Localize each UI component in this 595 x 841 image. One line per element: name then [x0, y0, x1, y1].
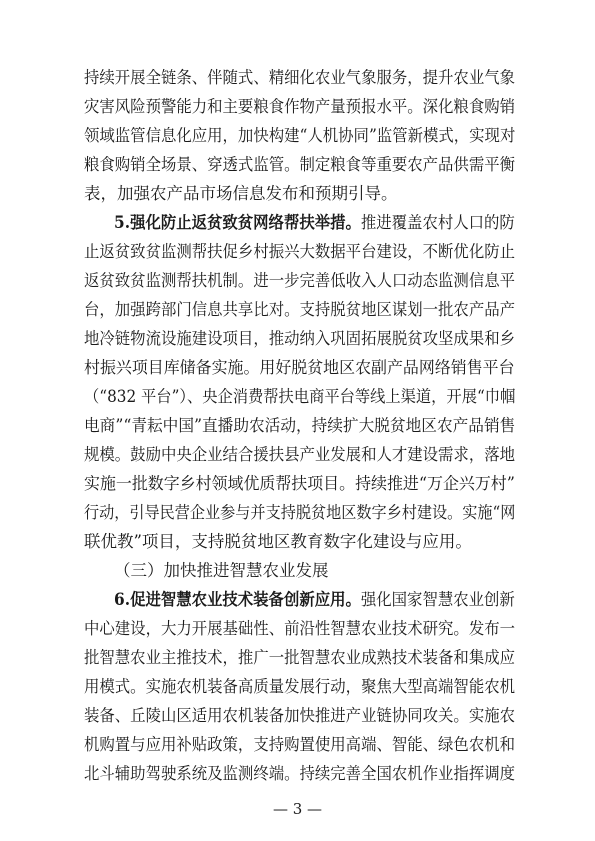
body-line: 持续开展全链条、伴随式、精细化农业气象服务，提升农业气象 — [84, 68, 515, 87]
body-line: 北斗辅助驾驶系统及监测终端。持续完善全国农机作业指挥调度 — [84, 764, 515, 783]
body-line: 电商”“青耘中国”直播助农活动，持续扩大脱贫地区农产品销售 — [84, 416, 516, 435]
subsection-title: （三）加快推进智慧农业发展 — [114, 561, 329, 580]
body-line: 表，加强农产品市场信息发布和预期引导。 — [84, 184, 398, 203]
body-line: 规模。鼓励中央企业结合援扶县产业发展和人才建设需求，落地 — [84, 445, 515, 464]
body-line: 联优教”项目，支持脱贫地区教育数字化建设与应用。 — [84, 532, 472, 551]
body-line: 返贫致贫监测帮扶机制。进一步完善低收入人口动态监测信息平 — [84, 271, 515, 290]
body-line: 用模式。实施农机装备高质量发展行动，聚焦大型高端智能农机 — [84, 677, 515, 696]
section-6-heading: 6.促进智慧农业技术装备创新应用。 — [114, 590, 361, 609]
body-line: 行动，引导民营企业参与并支持脱贫地区数字乡村建设。实施“网 — [84, 503, 516, 522]
body-line: 装备、丘陵山区适用农机装备加快推进产业链协同攻关。实施农 — [84, 706, 515, 725]
section-6-first-line-text: 强化国家智慧农业创新 — [360, 590, 515, 609]
body-line: 地冷链物流设施建设项目，推动纳入巩固拓展脱贫攻坚成果和乡 — [84, 329, 515, 348]
body-line: 灾害风险预警能力和主要粮食作物产量预报水平。深化粮食购销 — [84, 97, 515, 116]
body-line: 批智慧农业主推技术，推广一批智慧农业成熟技术装备和集成应 — [84, 648, 515, 667]
body-line: 领域监管信息化应用，加快构建“人机协同”监管新模式，实现对 — [84, 126, 516, 145]
body-line: 粮食购销全场景、穿透式监管。制定粮食等重要农产品供需平衡 — [84, 155, 515, 174]
body-line: 中心建设，大力开展基础性、前沿性智慧农业技术研究。发布一 — [84, 619, 515, 638]
section-5-paragraph-start — [114, 213, 515, 233]
body-line: 村振兴项目库储备实施。用好脱贫地区农副产品网络销售平台 — [84, 358, 515, 377]
section-5-first-line-text: 推进覆盖农村人口的防 — [360, 213, 515, 232]
body-line: 实施一批数字乡村领域优质帮扶项目。持续推进“万企兴万村” — [84, 474, 515, 493]
section-5-heading: 5.强化防止返贫致贫网络帮扶举措。 — [114, 213, 361, 232]
section-6-paragraph-start — [114, 590, 515, 610]
body-line: （“832 平台”）、央企消费帮扶电商平台等线上渠道，开展“巾帼 — [84, 387, 516, 406]
body-line: 机购置与应用补贴政策，支持购置使用高端、智能、绿色农机和 — [84, 735, 515, 754]
body-line: 台，加强跨部门信息共享比对。支持脱贫地区谋划一批农产品产 — [84, 300, 515, 319]
body-line: 止返贫致贫监测帮扶促乡村振兴大数据平台建设，不断优化防止 — [84, 242, 515, 261]
page-number: — 3 — — [272, 800, 323, 818]
